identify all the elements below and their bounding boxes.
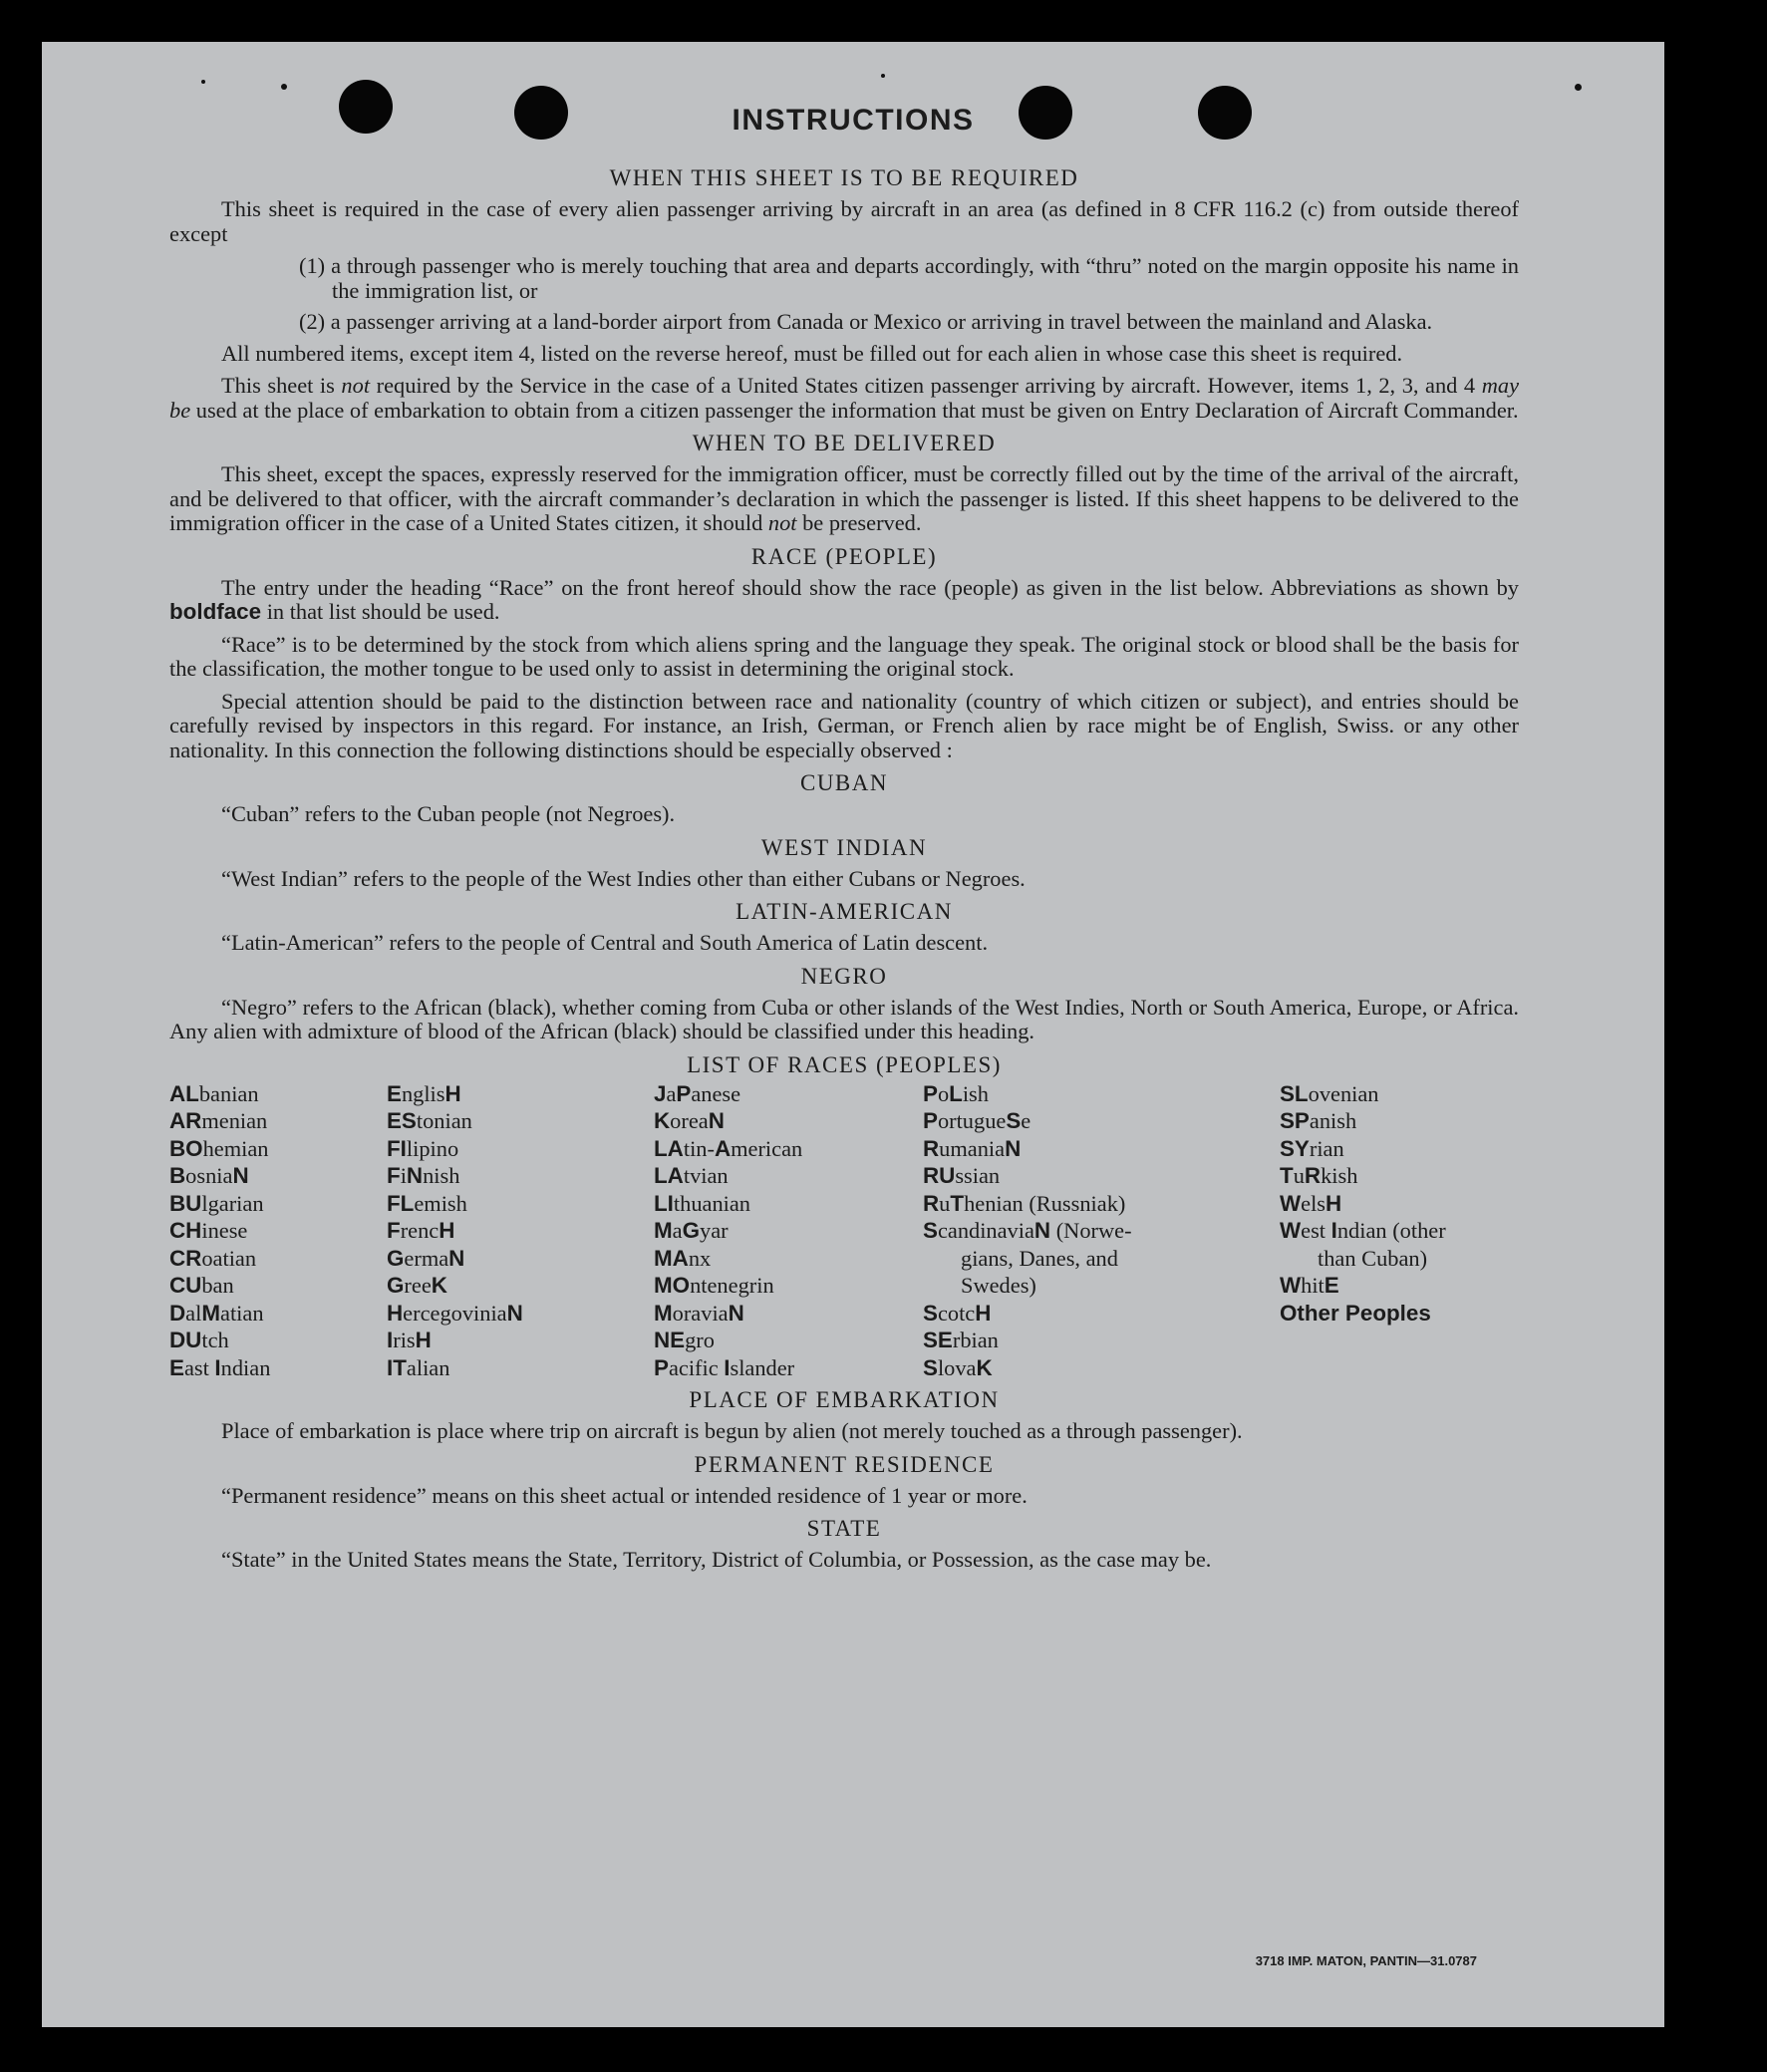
race-abbrev: W	[1280, 1190, 1302, 1216]
race-entry	[387, 1272, 654, 1300]
race-entry	[387, 1135, 654, 1163]
race-list	[169, 1080, 1519, 1382]
race-abbrev: N	[708, 1108, 725, 1133]
negro-text: “Negro” refers to the African (black), whether coming from Cuba or other islands of the West Indies, North or South America, Europe, or Africa. Any alien with admixture of blood of the African (black) should be classified under this heading.	[169, 994, 1519, 1043]
race-abbrev: BO	[169, 1135, 203, 1161]
race-abbrev: P	[923, 1080, 938, 1106]
race-abbrev: N	[1005, 1135, 1022, 1161]
race-entry	[387, 1190, 654, 1218]
race-abbrev: SL	[1280, 1080, 1309, 1106]
race-entry	[387, 1217, 654, 1245]
race-text: ban	[201, 1273, 234, 1298]
race-abbrev: AL	[169, 1080, 199, 1106]
race-text: nx	[688, 1245, 712, 1271]
race-text: thuanian	[673, 1190, 751, 1216]
citizen-text-3: used at the place of embarkation to obtain from a citizen passenger the information that must be given on Entry Declaration of Aircraft Commander.	[195, 397, 1519, 423]
section-heading-west-indian: WEST INDIAN	[760, 834, 928, 860]
race-abbrev: F	[387, 1163, 401, 1188]
page-title: INSTRUCTIONS	[732, 104, 975, 137]
race-text: ssian	[955, 1163, 1001, 1188]
race-entry	[923, 1217, 1280, 1245]
race-text: renc	[400, 1218, 440, 1243]
race-entry	[923, 1162, 1280, 1190]
race-entry	[654, 1162, 923, 1190]
race-text: ris	[393, 1328, 416, 1352]
race-abbrev: BU	[169, 1190, 202, 1216]
race-entry	[923, 1107, 1280, 1135]
race-entry	[1280, 1107, 1519, 1135]
section-heading-required: WHEN THIS SHEET IS TO BE REQUIRED	[609, 165, 1079, 190]
race-text: (Norwe-	[1050, 1218, 1132, 1243]
race-text: inese	[201, 1218, 248, 1243]
race-entry	[923, 1354, 1280, 1382]
race-entry	[169, 1327, 387, 1354]
race-text: alian	[406, 1354, 450, 1380]
race-abbrev: FI	[387, 1135, 407, 1161]
section-heading-negro: NEGRO	[800, 963, 888, 989]
race-entry	[654, 1217, 923, 1245]
race-text-1b: in that list should be used.	[266, 599, 500, 624]
printer-imprint: 3718 IMP. MATON, PANTIN—31.0787	[1255, 1953, 1477, 1968]
race-abbrev: Other Peoples	[1280, 1300, 1431, 1326]
speck	[201, 80, 205, 84]
race-boldface-word: boldface	[169, 599, 262, 624]
race-entry	[169, 1135, 387, 1163]
citizen-paragraph	[169, 374, 1519, 423]
race-entry	[169, 1080, 387, 1108]
race-entry	[169, 1300, 387, 1328]
race-abbrev: LI	[654, 1190, 674, 1216]
race-entry	[1280, 1190, 1519, 1218]
race-entry	[1280, 1135, 1519, 1163]
latin-american-text: “Latin-American” refers to the people of Central and South America of Latin descent.	[221, 930, 989, 955]
race-abbrev: P	[654, 1354, 669, 1380]
race-column	[169, 1080, 387, 1382]
speck	[1575, 84, 1582, 91]
race-abbrev: MA	[654, 1245, 689, 1271]
race-abbrev: H	[444, 1080, 461, 1106]
delivered-paragraph	[169, 462, 1519, 536]
section-heading-state: STATE	[806, 1516, 882, 1541]
race-text: ovenian	[1308, 1080, 1379, 1106]
race-text: a	[672, 1218, 683, 1243]
race-abbrev: AR	[169, 1108, 202, 1133]
race-text: acific	[668, 1354, 725, 1380]
race-text: umania	[939, 1135, 1006, 1161]
race-abbrev: N	[232, 1163, 249, 1188]
residence-text: “Permanent residence” means on this sheet actual or intended residence of 1 year or more.	[221, 1482, 1028, 1508]
race-text: al	[185, 1300, 202, 1326]
section-heading-race: RACE (PEOPLE)	[750, 543, 938, 569]
race-text: tin-	[683, 1135, 715, 1161]
race-abbrev: LA	[654, 1163, 684, 1188]
race-text: gro	[685, 1328, 715, 1352]
race-abbrev: G	[387, 1273, 405, 1298]
race-entry	[169, 1107, 387, 1135]
race-abbrev: H	[415, 1328, 432, 1352]
race-entry	[1280, 1272, 1519, 1300]
race-text: oatian	[201, 1245, 257, 1271]
race-abbrev: E	[169, 1354, 184, 1380]
speck	[281, 84, 287, 90]
race-abbrev: M	[201, 1300, 220, 1326]
race-text: cotc	[937, 1300, 976, 1326]
race-entry	[654, 1080, 923, 1108]
race-text: e	[1021, 1108, 1031, 1133]
exception-item-1: (1) a through passenger who is merely touching that area and departs accordingly, with “thru” noted on the margin opposite his name in the immigration list, or	[299, 253, 1519, 303]
race-text: ish	[962, 1080, 989, 1106]
race-abbrev: T	[1280, 1163, 1294, 1188]
race-text: lova	[937, 1354, 977, 1380]
race-text: emish	[414, 1190, 467, 1216]
race-abbrev: DU	[169, 1328, 202, 1352]
citizen-emphasis-maybe: may be	[169, 373, 1520, 423]
race-text: yar	[700, 1218, 729, 1243]
race-abbrev: S	[923, 1218, 938, 1243]
race-abbrev: H	[1325, 1190, 1342, 1216]
race-abbrev: R	[923, 1135, 940, 1161]
race-entry	[169, 1245, 387, 1273]
race-text: atian	[220, 1300, 264, 1326]
race-entry	[387, 1354, 654, 1382]
race-column	[654, 1080, 923, 1382]
race-text: ercegovinia	[403, 1300, 507, 1326]
race-abbrev: CU	[169, 1273, 202, 1298]
race-abbrev: D	[169, 1300, 186, 1326]
state-text: “State” in the United States means the State, Territory, District of Columbia, or Possession, as the case may be.	[221, 1547, 1212, 1572]
citizen-text-1: This sheet is	[221, 373, 335, 398]
race-abbrev: CR	[169, 1245, 202, 1271]
race-entry	[387, 1162, 654, 1190]
west-indian-text: “West Indian” refers to the people of the West Indies other than either Cubans or Negroes.	[221, 865, 1026, 891]
race-abbrev: P	[923, 1108, 938, 1133]
race-entry	[923, 1327, 1280, 1354]
race-text: ndian (other	[1336, 1218, 1446, 1243]
race-text: kish	[1321, 1163, 1358, 1188]
race-text: rian	[1309, 1135, 1344, 1161]
race-abbrev: H	[975, 1300, 992, 1326]
race-abbrev: K	[431, 1273, 447, 1298]
race-abbrev: F	[387, 1218, 401, 1243]
race-abbrev: MO	[654, 1273, 691, 1298]
race-paragraph-3: Special attention should be paid to the distinction between race and nationality (country of which citizen or subject), and entries should be carefully revised by inspectors in this regard. For instance, an Irish, German, or French alien by race might be of English, Swiss. or any other nationality. In this connection the following distinctions should be especially observed :	[169, 688, 1519, 762]
exception-item-2: (2) a passenger arriving at a land-border airport from Canada or Mexico or arriving in travel between the mainland and Alaska.	[299, 309, 1433, 334]
race-text: nglis	[401, 1080, 445, 1106]
race-entry	[387, 1107, 654, 1135]
race-text: erma	[404, 1245, 449, 1271]
race-text: merican	[731, 1135, 803, 1161]
race-text: els	[1301, 1190, 1326, 1216]
race-text: orea	[670, 1108, 709, 1133]
race-abbrev: M	[654, 1218, 673, 1243]
race-text: rbian	[952, 1328, 999, 1352]
race-abbrev: S	[1006, 1108, 1022, 1133]
race-abbrev: K	[976, 1354, 993, 1380]
race-abbrev: M	[654, 1300, 673, 1326]
race-abbrev: N	[448, 1245, 465, 1271]
citizen-emphasis-not: not	[341, 373, 371, 398]
race-text: anese	[691, 1080, 741, 1106]
race-abbrev: IT	[387, 1354, 407, 1380]
race-text: tonian	[416, 1108, 472, 1133]
race-text: hemian	[202, 1135, 269, 1161]
race-entry	[169, 1354, 387, 1382]
race-text: menian	[201, 1108, 268, 1133]
cuban-text: “Cuban” refers to the Cuban people (not Negroes).	[221, 801, 676, 826]
race-abbrev: FL	[387, 1190, 415, 1216]
race-text: nish	[423, 1163, 460, 1188]
race-text: ndian	[220, 1354, 271, 1380]
race-abbrev: N	[506, 1300, 523, 1326]
race-text: anish	[1309, 1108, 1357, 1133]
race-abbrev: B	[169, 1163, 186, 1188]
race-text: hit	[1301, 1273, 1325, 1298]
section-heading-latin-american: LATIN-AMERICAN	[736, 899, 953, 924]
race-abbrev: SP	[1280, 1108, 1310, 1133]
race-text: slander	[730, 1354, 795, 1380]
race-abbrev: W	[1280, 1273, 1302, 1298]
race-abbrev: W	[1280, 1218, 1302, 1243]
race-text: a	[666, 1080, 677, 1106]
race-text: candinavia	[937, 1218, 1034, 1243]
race-text: henian (Russniak)	[964, 1190, 1126, 1216]
race-entry	[654, 1245, 923, 1273]
race-abbrev: G	[387, 1245, 405, 1271]
race-text: est	[1301, 1218, 1331, 1243]
race-abbrev: CH	[169, 1218, 202, 1243]
required-intro: This sheet is required in the case of every alien passenger arriving by aircraft in an area (as defined in 8 CFR 116.2 (c) from outside thereof except	[169, 196, 1519, 246]
race-text: lgarian	[201, 1190, 264, 1216]
race-text: osnia	[185, 1163, 233, 1188]
section-heading-delivered: WHEN TO BE DELIVERED	[692, 431, 997, 455]
race-text: banian	[198, 1080, 259, 1106]
race-entry	[654, 1354, 923, 1382]
race-abbrev: H	[387, 1300, 404, 1326]
race-entry	[387, 1245, 654, 1273]
race-entry	[923, 1272, 1280, 1300]
race-paragraph-2: “Race” is to be determined by the stock from which aliens spring and the language they speak. The original stock or blood shall be the basis for the classification, the mother tongue to be used only to assist in determining the original stock.	[169, 631, 1519, 681]
race-text: gians, Danes, and	[961, 1245, 1118, 1271]
race-abbrev: SE	[923, 1328, 953, 1352]
race-abbrev: N	[728, 1300, 744, 1326]
race-entry	[654, 1190, 923, 1218]
race-list-heading: LIST OF RACES (PEOPLES)	[687, 1051, 1002, 1077]
race-text: ree	[404, 1273, 432, 1298]
delivered-text-2: be preserved.	[802, 510, 922, 535]
race-text: Swedes)	[961, 1273, 1036, 1298]
race-abbrev: A	[714, 1135, 732, 1161]
race-column	[387, 1080, 654, 1382]
race-abbrev: ES	[387, 1108, 417, 1133]
race-text: oravia	[672, 1300, 729, 1326]
document-sheet	[42, 42, 1664, 2027]
race-entry	[923, 1300, 1280, 1328]
race-entry	[1280, 1080, 1519, 1108]
race-abbrev: S	[923, 1354, 938, 1380]
race-abbrev: N	[1033, 1218, 1051, 1243]
race-text: ortugue	[937, 1108, 1007, 1133]
section-heading-cuban: CUBAN	[799, 770, 888, 795]
race-entry	[923, 1135, 1280, 1163]
race-text: tvian	[683, 1163, 729, 1188]
race-text: than Cuban)	[1318, 1245, 1428, 1271]
race-entry	[654, 1327, 923, 1354]
race-abbrev: S	[923, 1300, 938, 1326]
race-entry	[387, 1080, 654, 1108]
race-abbrev: T	[950, 1190, 965, 1216]
race-abbrev: J	[654, 1080, 667, 1106]
race-entry	[387, 1300, 654, 1328]
race-entry	[923, 1245, 1280, 1273]
race-text-1a: The entry under the heading “Race” on the front hereof should show the race (people) as given in the list below. Abbreviations as shown by	[221, 574, 1519, 600]
race-entry	[654, 1135, 923, 1163]
race-abbrev: H	[439, 1218, 455, 1243]
race-text: ntenegrin	[690, 1273, 774, 1298]
race-paragraph-1	[169, 576, 1519, 625]
race-abbrev: K	[654, 1108, 671, 1133]
race-abbrev: I	[1330, 1218, 1337, 1243]
delivered-emphasis-not: not	[767, 510, 797, 535]
race-abbrev: E	[387, 1080, 402, 1106]
numbered-items-paragraph: All numbered items, except item 4, listed on the reverse hereof, must be filled out for each alien in whose case this sheet is required.	[221, 340, 1403, 366]
race-text: i	[400, 1163, 407, 1188]
section-heading-residence: PERMANENT RESIDENCE	[694, 1451, 995, 1477]
race-abbrev: R	[923, 1190, 940, 1216]
race-abbrev: LA	[654, 1135, 684, 1161]
race-entry	[169, 1162, 387, 1190]
race-column	[1280, 1080, 1519, 1382]
instructions-body	[169, 159, 1519, 1581]
race-text: ast	[183, 1354, 215, 1380]
race-abbrev: SY	[1280, 1135, 1310, 1161]
race-column	[923, 1080, 1280, 1382]
race-abbrev: I	[724, 1354, 731, 1380]
race-text: o	[937, 1080, 950, 1106]
race-entry	[923, 1080, 1280, 1108]
race-entry	[923, 1190, 1280, 1218]
race-abbrev: N	[406, 1163, 424, 1188]
race-entry	[169, 1217, 387, 1245]
race-abbrev: R	[1304, 1163, 1322, 1188]
section-heading-embarkation: PLACE OF EMBARKATION	[689, 1387, 1000, 1412]
race-entry	[1280, 1245, 1519, 1273]
race-text: lipino	[406, 1135, 459, 1161]
speck	[881, 74, 885, 78]
race-abbrev: I	[387, 1328, 394, 1352]
race-text: tch	[201, 1328, 229, 1352]
race-text: u	[939, 1190, 951, 1216]
race-abbrev: NE	[654, 1328, 686, 1352]
race-text: u	[1293, 1163, 1305, 1188]
race-abbrev: L	[949, 1080, 963, 1106]
race-entry	[1280, 1300, 1519, 1328]
race-entry	[1280, 1162, 1519, 1190]
race-entry	[654, 1107, 923, 1135]
race-abbrev: P	[676, 1080, 692, 1106]
race-entry	[169, 1190, 387, 1218]
race-abbrev: E	[1324, 1273, 1339, 1298]
race-entry	[387, 1327, 654, 1354]
race-abbrev: I	[214, 1354, 221, 1380]
race-entry	[654, 1300, 923, 1328]
citizen-text-2: required by the Service in the case of a United States citizen passenger arriving by aircraft. However, items 1, 2, 3, and 4	[376, 373, 1476, 398]
race-entry	[1280, 1217, 1519, 1245]
race-abbrev: G	[682, 1218, 701, 1243]
embarkation-text: Place of embarkation is place where trip on aircraft is begun by alien (not merely touched as a through passenger).	[221, 1418, 1243, 1443]
delivered-text-1: This sheet, except the spaces, expressly reserved for the immigration officer, must be correctly filled out by the time of the arrival of the aircraft, and be delivered to that officer, with the aircraft commander’s declaration in which the passenger is listed. If this sheet happens to be delivered to the immigration officer in the case of a United States citizen, it should	[169, 461, 1519, 535]
race-abbrev: RU	[923, 1163, 956, 1188]
race-entry	[169, 1272, 387, 1300]
race-entry	[654, 1272, 923, 1300]
